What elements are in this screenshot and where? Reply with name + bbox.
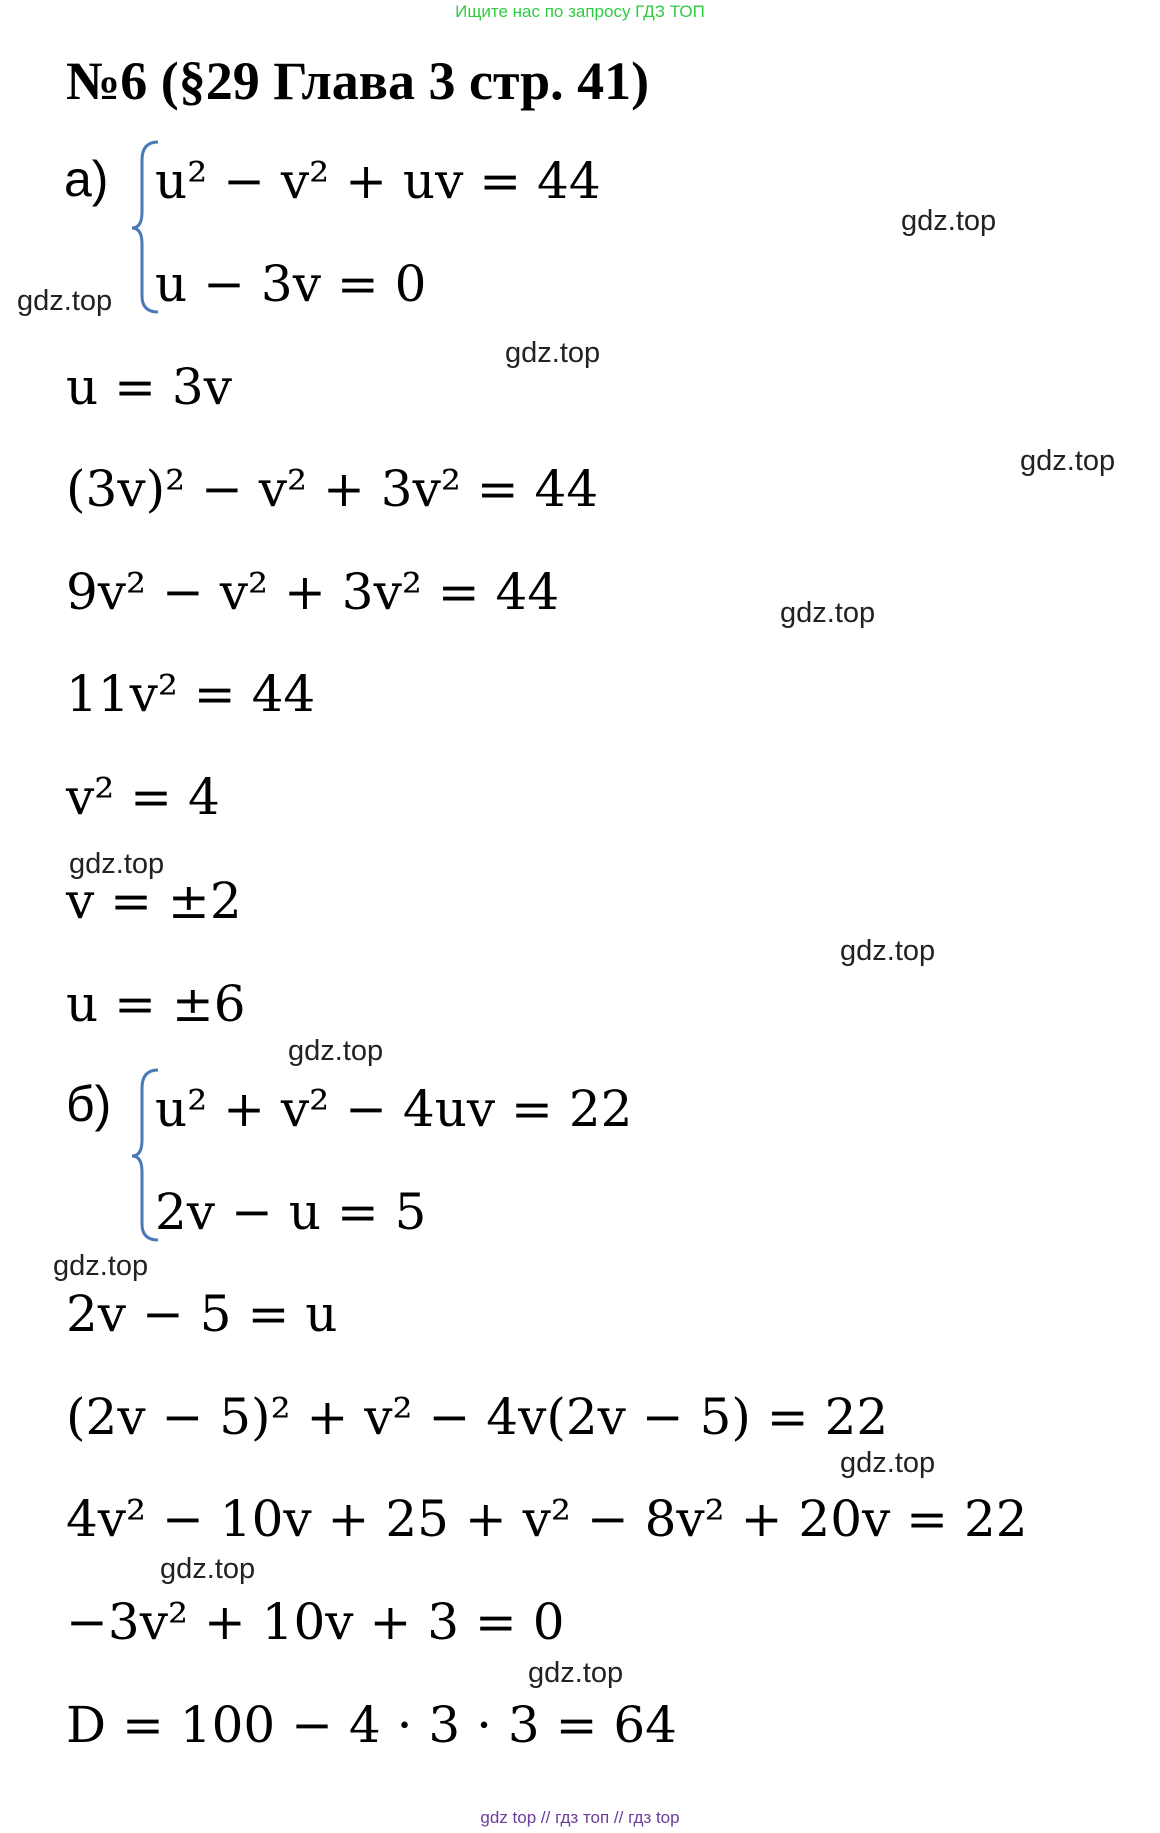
step-a-2: (3v)² − v² + 3v² = 44 bbox=[66, 460, 599, 518]
watermark: gdz.top bbox=[840, 1447, 936, 1479]
system-a-eq1: u² − v² + uv = 44 bbox=[155, 152, 601, 210]
step-a-3: 9v² − v² + 3v² = 44 bbox=[66, 563, 560, 621]
watermark: gdz.top bbox=[160, 1553, 256, 1585]
step-a-5: v² = 4 bbox=[66, 768, 220, 826]
search-banner[interactable]: Ищите нас по запросу ГДЗ ТОП bbox=[455, 2, 705, 21]
watermark: gdz.top bbox=[505, 337, 601, 369]
step-b-2: (2v − 5)² + v² − 4v(2v − 5) = 22 bbox=[66, 1388, 889, 1446]
watermark: gdz.top bbox=[69, 848, 165, 880]
part-b-label: б) bbox=[66, 1076, 112, 1132]
watermark: gdz.top bbox=[288, 1035, 384, 1067]
footer-links[interactable]: gdz top // гдз топ // гдз top bbox=[480, 1808, 680, 1827]
step-a-7: u = ±6 bbox=[66, 975, 246, 1033]
step-b-1: 2v − 5 = u bbox=[66, 1285, 338, 1343]
watermark: gdz.top bbox=[780, 597, 876, 629]
watermark: gdz.top bbox=[17, 285, 113, 317]
system-b-eq1: u² + v² − 4uv = 22 bbox=[155, 1080, 633, 1138]
watermark: gdz.top bbox=[840, 935, 936, 967]
problem-title: №6 (§29 Глава 3 стр. 41) bbox=[66, 51, 650, 111]
system-a-eq2: u − 3v = 0 bbox=[155, 255, 427, 313]
step-a-1: u = 3v bbox=[66, 358, 232, 416]
step-a-4: 11v² = 44 bbox=[66, 665, 316, 723]
step-b-5: D = 100 − 4 · 3 · 3 = 64 bbox=[66, 1696, 677, 1754]
watermark: gdz.top bbox=[528, 1657, 624, 1689]
watermark: gdz.top bbox=[53, 1250, 149, 1282]
part-a-label: а) bbox=[64, 151, 109, 207]
step-b-3: 4v² − 10v + 25 + v² − 8v² + 20v = 22 bbox=[66, 1490, 1028, 1548]
watermark: gdz.top bbox=[1020, 445, 1116, 477]
system-b-eq2: 2v − u = 5 bbox=[155, 1183, 427, 1241]
step-a-6: v = ±2 bbox=[66, 872, 242, 930]
watermark: gdz.top bbox=[901, 205, 997, 237]
step-b-4: −3v² + 10v + 3 = 0 bbox=[66, 1593, 565, 1651]
